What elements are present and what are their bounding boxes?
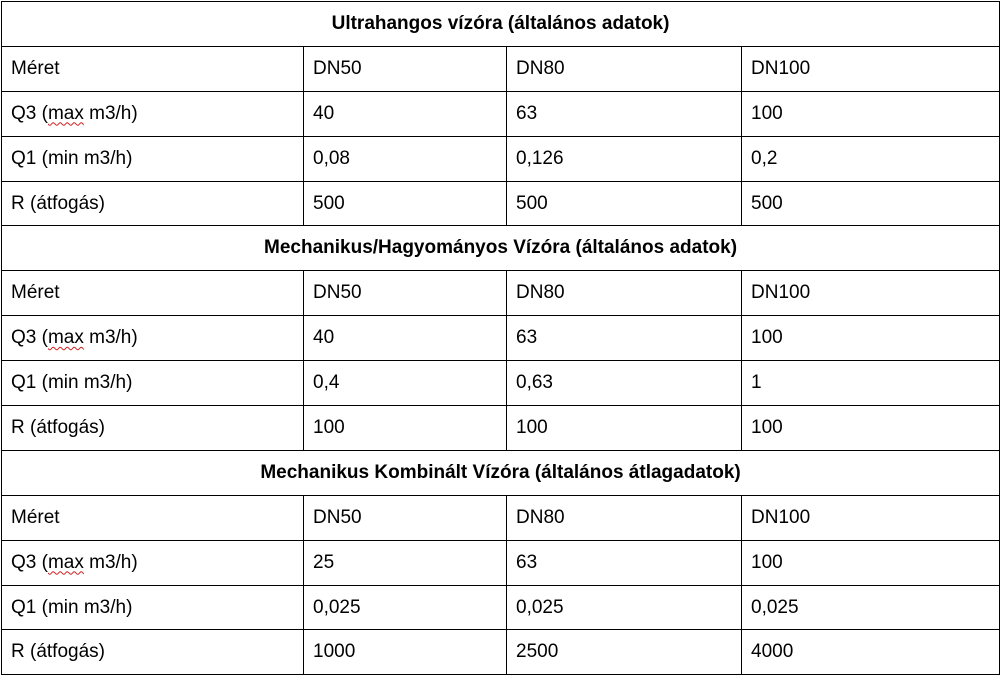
- cell-dn50: 0,4: [304, 361, 507, 406]
- cell-dn100: 4000: [742, 630, 1000, 675]
- row-label: [2, 316, 304, 361]
- section-heading-ultrasonic: Ultrahangos vízóra (általános adatok): [2, 2, 1000, 47]
- cell-dn50: 1000: [304, 630, 507, 675]
- spellcheck-flagged-word: max: [47, 327, 84, 349]
- row-label: Q1 (min m3/h): [2, 136, 304, 181]
- section-heading-mechanical: Mechanikus/Hagyományos Vízóra (általános adatok): [2, 226, 1000, 271]
- table-row-size: [2, 495, 1000, 540]
- table-row-size: [2, 46, 1000, 91]
- table-row-range: [2, 406, 1000, 451]
- cell-dn80: DN80: [507, 495, 742, 540]
- cell-dn50: 25: [304, 540, 507, 585]
- cell-dn50: 0,08: [304, 136, 507, 181]
- label-text: Q3 (: [11, 551, 48, 573]
- cell-dn100: 100: [742, 91, 1000, 136]
- cell-dn100: DN100: [742, 495, 1000, 540]
- table-row-size: [2, 271, 1000, 316]
- cell-dn50: DN50: [304, 271, 507, 316]
- section-heading-row: [2, 2, 1000, 47]
- section-heading-row: [2, 450, 1000, 495]
- cell-dn100: 1: [742, 361, 1000, 406]
- spellcheck-flagged-word: max: [47, 551, 84, 573]
- row-label: Méret: [2, 271, 304, 316]
- cell-dn100: DN100: [742, 46, 1000, 91]
- cell-dn80: 0,025: [507, 585, 742, 630]
- cell-dn50: DN50: [304, 46, 507, 91]
- cell-dn80: 63: [507, 316, 742, 361]
- row-label: [2, 540, 304, 585]
- row-label: R (átfogás): [2, 406, 304, 451]
- cell-dn50: 40: [304, 91, 507, 136]
- cell-dn80: 100: [507, 406, 742, 451]
- table-row-q1: [2, 136, 1000, 181]
- table-row-q3: [2, 540, 1000, 585]
- cell-dn50: 100: [304, 406, 507, 451]
- label-text: Q3 (: [11, 102, 48, 124]
- row-label: Méret: [2, 46, 304, 91]
- row-label: Méret: [2, 495, 304, 540]
- label-text: m3/h): [83, 327, 138, 349]
- row-label: R (átfogás): [2, 181, 304, 226]
- section-heading-combined: Mechanikus Kombinált Vízóra (általános átlagadatok): [2, 450, 1000, 495]
- cell-dn100: 100: [742, 406, 1000, 451]
- cell-dn50: 40: [304, 316, 507, 361]
- cell-dn80: 2500: [507, 630, 742, 675]
- cell-dn50: DN50: [304, 495, 507, 540]
- cell-dn100: DN100: [742, 271, 1000, 316]
- table-row-q3: [2, 316, 1000, 361]
- cell-dn80: 500: [507, 181, 742, 226]
- spellcheck-flagged-word: max: [47, 102, 84, 124]
- cell-dn100: 500: [742, 181, 1000, 226]
- label-text: m3/h): [83, 551, 138, 573]
- cell-dn80: DN80: [507, 271, 742, 316]
- table-row-q3: [2, 91, 1000, 136]
- cell-dn100: 0,2: [742, 136, 1000, 181]
- row-label: [2, 91, 304, 136]
- table-row-q1: [2, 585, 1000, 630]
- cell-dn80: 0,126: [507, 136, 742, 181]
- cell-dn50: 0,025: [304, 585, 507, 630]
- cell-dn80: 63: [507, 540, 742, 585]
- row-label: Q1 (min m3/h): [2, 585, 304, 630]
- label-text: m3/h): [83, 102, 138, 124]
- cell-dn100: 0,025: [742, 585, 1000, 630]
- cell-dn50: 500: [304, 181, 507, 226]
- row-label: R (átfogás): [2, 630, 304, 675]
- table-row-range: [2, 181, 1000, 226]
- section-heading-row: [2, 226, 1000, 271]
- table-row-range: [2, 630, 1000, 675]
- label-text: Q3 (: [11, 327, 48, 349]
- cell-dn80: 0,63: [507, 361, 742, 406]
- cell-dn100: 100: [742, 540, 1000, 585]
- cell-dn80: 63: [507, 91, 742, 136]
- table-row-q1: [2, 361, 1000, 406]
- row-label: Q1 (min m3/h): [2, 361, 304, 406]
- cell-dn100: 100: [742, 316, 1000, 361]
- water-meter-spec-table: [1, 1, 1000, 675]
- cell-dn80: DN80: [507, 46, 742, 91]
